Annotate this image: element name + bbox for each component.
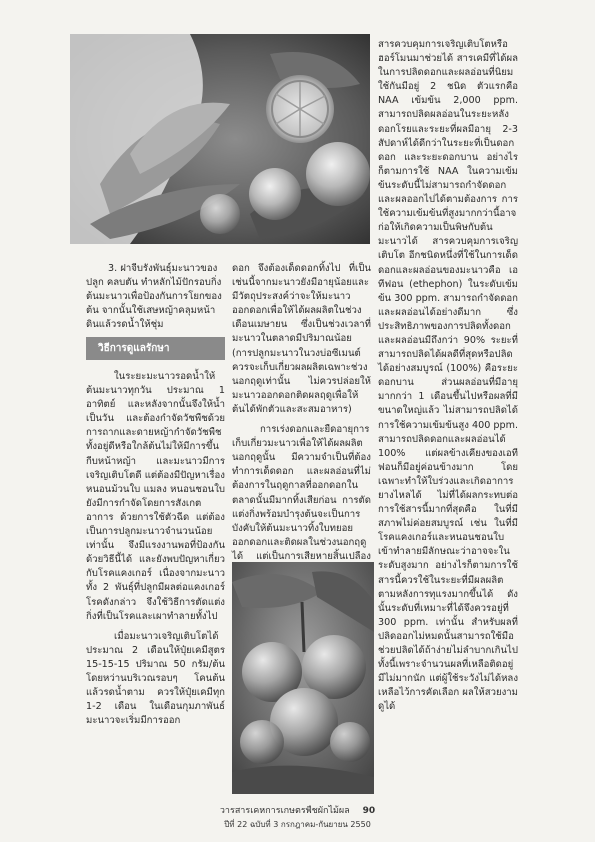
left-paragraph-1: ในระยะมะนาวรอดน้ำให้ต้นมะนาวทุกวัน ประมาณ 1 อาทิตย์ และหลังจากนั้นจึงให้น้ำเป็นวัน และต้องกำจัดวัชพืชด้วยการถากและดายหญ้ากำจัดวัชพืชทั้งอยู่ดีหรือใกล้ต้นไม่ให้มีการขึ้นกีบหน้าหญ้า และมะนาวมีการเจริญเติบโตดี แต่ต้องมีปัญหาเรื่องหนอนม้วนใบ แมลง หนอนชอนใบ ยังมีการกำจัดโดยการสังเกตอาการ ด้วยการใช้ตัวฉีด แต่ต้องเป็นการปลูกมะนาวจำนวนน้อยเท่านั้น จึงมีแรงงานพอที่ป้องกันด้วยวิธีนี้ได้ และยังพบปัญหาเกี่ยวกับโรคแคงเกอร์ เนื่องจากมะนาวทั้ง 2 พันธุ์ที่ปลูกมีผลต่อแคงเกอร์โรคดังกล่าว จึงใช้วิธีการตัดแต่งกิ่งที่เป็นโรคและเผาทำลายทั้งไป xyxy=(86,371,225,622)
mid-paragraph-1: ดอก จึงต้องเด็ดดอกทิ้งไป ที่เป็นเช่นนี้จากมะนาวยังมีอายุน้อยและมีวัตถุประสงค์ว่าจะให้มะนาวออกดอกเพื่อให้ได้ผลผลิตในช่วงเดือนเมษายน ซึ่งเป็นช่วงเวลาที่มะนาวในตลาดมีปริมาณน้อย (การปลูกมะนาวในวงบ่อซีเมนต์ ควรจะเก็บเกี่ยวผลผลิตเฉพาะช่วงนอกฤดูเท่านั้น ไม่ควรปล่อยให้มะนาวออกดอกติดผลฤดูเพื่อให้ต้นได้พักตัวและสะสมอาหาร) xyxy=(232,263,371,415)
photo-limes-tree-image xyxy=(70,34,370,244)
left-paragraph-2: เมื่อมะนาวเจริญเติบโตได้ประมาณ 2 เดือนให้ปุ๋ยเคมีสูตร 15-15-15 ปริมาณ 50 กรัม/ต้น โดยหว่านบริเวณรอบๆ โคนต้นแล้วรดน้ำตาม ควรให้ปุ๋ยเคมีทุก 1-2 เดือน ในเดือนกุมภาพันธ์ มะนาวจะเริ่มมีการออก xyxy=(86,630,225,727)
section-heading-text: วิธีการดูแลรักษา xyxy=(98,343,170,354)
right-paragraph-1: สารควบคุมการเจริญเติบโตหรือฮอร์โมนมาช่วยได้ สารเคมีที่ได้ผลในการปลิดดอกและผลอ่อนที่นิยมใช้กันมีอยู่ 2 ชนิด ตัวแรกคือ NAA เข้มข้น 2,000 ppm. สามารถปลิดผลอ่อนในระยะหลังดอกโรยและระยะที่ผลมีอายุ 2-3 สัปดาห์ได้ดีกว่าในระยะที่เป็นดอกดอก และระยะดอกบาน อย่างไรก็ตามการใช้ NAA ในความเข้มข้นระดับนี้ไม่สามารถกำจัดดอกและผลออกไปได้ตามต้องการ การใช้ความเข้มข้นที่สูงมากกว่านี้อาจก่อให้เกิดความเป็นพิษกับต้นมะนาวได้ สารควบคุมการเจริญเติบโต อีกชนิดหนึ่งที่ใช้ในการเด็ดดอกและผลอ่อนของมะนาวคือ เอทีฟอน (ethephon) ในระดับเข้มข้น 300 ppm. สามารถกำจัดดอกและผลอ่อนได้อย่างดีมาก ซึ่งประสิทธิภาพของการปลิดทั้งดอกและผลอ่อนมีถึงกว่า 90% ระยะที่สามารถปลิดได้ผลดีที่สุดหรือปลิดได้อย่างสมบูรณ์ (100%) คือระยะดอกบาน ส่วนผลอ่อนที่มีอายุมากกว่า 1 เดือนขึ้นไปหรือผลที่มีขนาดใหญ่แล้ว ไม่สามารถปลิดได้ การใช้ความเข้มข้นสูง 400 ppm. สามารถปลิดดอกและผลอ่อนได้ 100% แต่ผลข้างเคียงของเอทีฟอนก็มีอยู่ค่อนข้างมาก โดยเฉพาะทำให้ใบร่วงและเกิดอาการยางไหลได้ ไม่ที่ได้ผลกระทบต่อการใช้สารนี้มากที่สุดคือ ในที่มีสภาพไม่ค่อยสมบูรณ์ เช่น ในที่มีโรคแคงเกอร์และหนอนชอนใบเข้าทำลายมีลักษณะว่าอาจจะในระดับสูงมาก อย่างไรก็ตามการใช้สารนี้ควรใช้ในระยะที่มีผลผลิตตามหลังการทุแรงมากขึ้นได้ ดังนั้นระดับที่เหมาะที่ได้จึงควรอยู่ที่ 300 ppm. เท่านั้น สำหรับผลที่ปลิดออกไม่หมดนั้นสามารถใช้มือช่วยปลิดได้ถ้าง่ายไม่ลำบากเกินไป ทั้งนี้เพราะจำนวนผลที่เหลือติดอยู่มีไม่มากนัก แต่ผู้ใช้ระวังไม่ได้หลงเหลือไว้การคัดเลือก ผลให้สวยงามดูได้ xyxy=(378,39,518,713)
issue-line xyxy=(0,818,595,831)
section-heading xyxy=(86,337,225,360)
photo-caption xyxy=(86,262,225,332)
mid-paragraph-2: การเร่งดอกและยืดอายุการเก็บเกี่ยวมะนาวเพื่อให้ได้ผลผลิตนอกฤดูนั้น มีความจำเป็นที่ต้องทำการเด็ดดอก และผลอ่อนที่ไม่ต้องการในฤดูกาลที่ออกดอกในตลาดนั้นมีมากทิ้งเสียก่อน การตัดแต่งกิ่งพร้อมบำรุงต้นจะเป็นการบังคับให้ต้นมะนาวทิ้งใบทยอยออกดอกและติดผลในช่วงนอกฤดูได้ แต่เป็นการเสียหายสิ้นเปลือง xyxy=(232,424,371,562)
page-footer xyxy=(0,803,595,817)
journal-title: วารสารเคหการเกษตรพืชผักไม้ผล xyxy=(219,806,350,816)
photo-limes-cluster xyxy=(232,562,374,794)
right-column xyxy=(378,38,518,715)
page-number: 90 xyxy=(362,806,376,816)
caption-text: 3. ฝาจีบรังพันธุ์มะนาวของปลูก คลบตัน ทำหลักไม้ปักรอบกิ่งต้นมะนาวเพื่อป้องกันการโยกของต้น จากนั้นใช้เสษหญ้าคลุมหน้าดินแล้วรดน้ำให้ชุ่ม xyxy=(86,263,222,331)
photo-limes-tree xyxy=(70,34,370,244)
left-column xyxy=(86,370,225,728)
issue-info: ปีที่ 22 ฉบับที่ 3 กรกฎาคม-กันยายน 2550 xyxy=(224,820,371,829)
photo-limes-cluster-image xyxy=(232,562,374,794)
